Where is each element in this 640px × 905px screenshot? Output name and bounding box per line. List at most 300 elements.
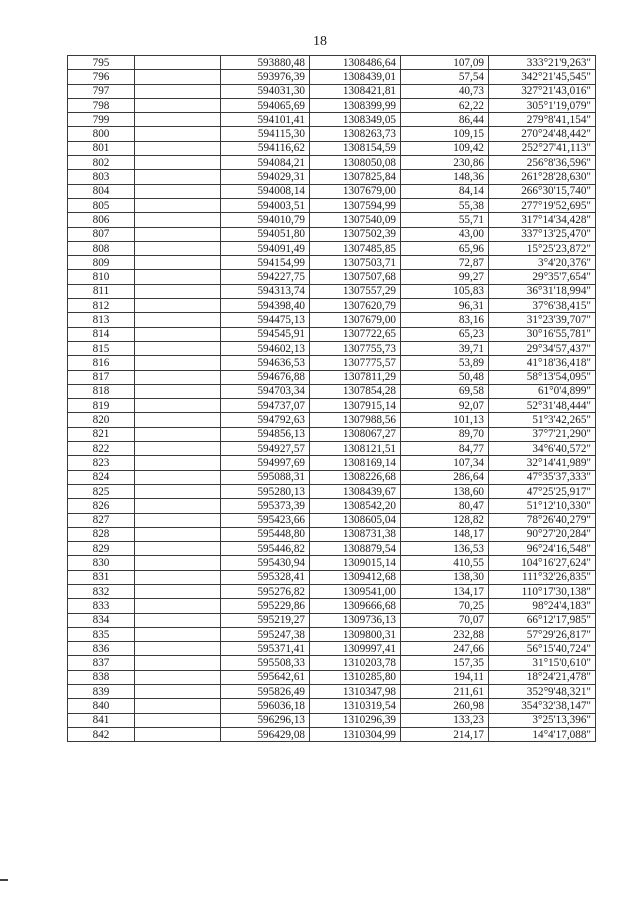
direction-angle-cell: 31°23'39,707" [489,313,596,327]
distance-cell: 260,98 [401,699,489,713]
y-coordinate-cell: 1307854,28 [310,384,401,398]
direction-angle-cell: 29°34'57,437" [489,341,596,355]
empty-cell [135,127,221,141]
empty-cell [135,556,221,570]
direction-angle-cell: 14°4'17,088" [489,727,596,741]
y-coordinate-cell: 1307507,68 [310,270,401,284]
point-number-cell: 811 [68,284,135,298]
point-number-cell: 800 [68,127,135,141]
point-number-cell: 808 [68,241,135,255]
empty-cell [135,442,221,456]
distance-cell: 55,71 [401,213,489,227]
point-number-cell: 836 [68,642,135,656]
distance-cell: 134,17 [401,584,489,598]
x-coordinate-cell: 594154,99 [221,256,310,270]
y-coordinate-cell: 1308121,51 [310,442,401,456]
table-row [68,299,596,313]
direction-angle-cell: 31°15'0,610" [489,656,596,670]
point-number-cell: 831 [68,570,135,584]
x-coordinate-cell: 595088,31 [221,470,310,484]
y-coordinate-cell: 1310285,80 [310,670,401,684]
table-row [68,170,596,184]
y-coordinate-cell: 1307594,99 [310,198,401,212]
y-coordinate-cell: 1307557,29 [310,284,401,298]
point-number-cell: 795 [68,56,135,70]
direction-angle-cell: 261°28'28,630" [489,170,596,184]
direction-angle-cell: 352°9'48,321" [489,685,596,699]
direction-angle-cell: 29°35'7,654" [489,270,596,284]
y-coordinate-cell: 1308439,01 [310,70,401,84]
direction-angle-cell: 270°24'48,442" [489,127,596,141]
y-coordinate-cell: 1307915,14 [310,399,401,413]
x-coordinate-cell: 595276,82 [221,584,310,598]
y-coordinate-cell: 1308067,27 [310,427,401,441]
point-number-cell: 817 [68,370,135,384]
point-number-cell: 819 [68,399,135,413]
table-row [68,184,596,198]
distance-cell: 148,17 [401,527,489,541]
y-coordinate-cell: 1308050,08 [310,156,401,170]
y-coordinate-cell: 1307679,00 [310,184,401,198]
direction-angle-cell: 15°25'23,872" [489,241,596,255]
table-row [68,241,596,255]
y-coordinate-cell: 1308349,05 [310,113,401,127]
x-coordinate-cell: 594029,31 [221,170,310,184]
direction-angle-cell: 342°21'45,545" [489,70,596,84]
empty-cell [135,141,221,155]
table-row [68,313,596,327]
direction-angle-cell: 47°35'37,333" [489,470,596,484]
direction-angle-cell: 279°8'41,154" [489,113,596,127]
point-number-cell: 824 [68,470,135,484]
x-coordinate-cell: 595448,80 [221,527,310,541]
point-number-cell: 832 [68,584,135,598]
table-row [68,427,596,441]
x-coordinate-cell: 594636,53 [221,356,310,370]
x-coordinate-cell: 595826,49 [221,685,310,699]
table-row [68,527,596,541]
y-coordinate-cell: 1308226,68 [310,470,401,484]
distance-cell: 84,77 [401,442,489,456]
empty-cell [135,456,221,470]
y-coordinate-cell: 1309800,31 [310,627,401,641]
direction-angle-cell: 30°16'55,781" [489,327,596,341]
direction-angle-cell: 317°14'34,428" [489,213,596,227]
direction-angle-cell: 96°24'16,548" [489,542,596,556]
distance-cell: 107,34 [401,456,489,470]
distance-cell: 96,31 [401,299,489,313]
y-coordinate-cell: 1308154,59 [310,141,401,155]
point-number-cell: 842 [68,727,135,741]
y-coordinate-cell: 1309541,00 [310,584,401,598]
empty-cell [135,499,221,513]
table-row [68,341,596,355]
x-coordinate-cell: 594116,62 [221,141,310,155]
y-coordinate-cell: 1309666,68 [310,599,401,613]
table-row [68,584,596,598]
distance-cell: 69,58 [401,384,489,398]
direction-angle-cell: 354°32'38,147" [489,699,596,713]
x-coordinate-cell: 595371,41 [221,642,310,656]
x-coordinate-cell: 594856,13 [221,427,310,441]
x-coordinate-cell: 596429,08 [221,727,310,741]
empty-cell [135,356,221,370]
table-row [68,727,596,741]
point-number-cell: 816 [68,356,135,370]
table-row [68,642,596,656]
empty-cell [135,256,221,270]
y-coordinate-cell: 1309412,68 [310,570,401,584]
distance-cell: 194,11 [401,670,489,684]
y-coordinate-cell: 1307485,85 [310,241,401,255]
x-coordinate-cell: 594065,69 [221,98,310,112]
empty-cell [135,570,221,584]
y-coordinate-cell: 1307502,39 [310,227,401,241]
distance-cell: 107,09 [401,56,489,70]
empty-cell [135,599,221,613]
distance-cell: 286,64 [401,470,489,484]
direction-angle-cell: 66°12'17,985" [489,613,596,627]
distance-cell: 230,86 [401,156,489,170]
x-coordinate-cell: 595229,86 [221,599,310,613]
direction-angle-cell: 36°31'18,994" [489,284,596,298]
empty-cell [135,184,221,198]
direction-angle-cell: 3°4'20,376" [489,256,596,270]
y-coordinate-cell: 1308731,38 [310,527,401,541]
direction-angle-cell: 51°12'10,330" [489,499,596,513]
distance-cell: 70,25 [401,599,489,613]
point-number-cell: 827 [68,513,135,527]
y-coordinate-cell: 1307811,29 [310,370,401,384]
distance-cell: 99,27 [401,270,489,284]
direction-angle-cell: 78°26'40,279" [489,513,596,527]
empty-cell [135,341,221,355]
direction-angle-cell: 47°25'25,917" [489,484,596,498]
y-coordinate-cell: 1307722,65 [310,327,401,341]
y-coordinate-cell: 1309015,14 [310,556,401,570]
direction-angle-cell: 252°27'41,113" [489,141,596,155]
table-row [68,370,596,384]
empty-cell [135,413,221,427]
direction-angle-cell: 57°29'26,817" [489,627,596,641]
page-number: 18 [313,34,327,49]
distance-cell: 109,15 [401,127,489,141]
x-coordinate-cell: 594398,40 [221,299,310,313]
empty-cell [135,513,221,527]
y-coordinate-cell: 1307775,57 [310,356,401,370]
direction-angle-cell: 110°17'30,138" [489,584,596,598]
point-number-cell: 820 [68,413,135,427]
x-coordinate-cell: 595328,41 [221,570,310,584]
table-row [68,98,596,112]
table-row [68,384,596,398]
empty-cell [135,284,221,298]
x-coordinate-cell: 594003,51 [221,198,310,212]
x-coordinate-cell: 594010,79 [221,213,310,227]
table-row [68,256,596,270]
x-coordinate-cell: 595423,66 [221,513,310,527]
empty-cell [135,656,221,670]
x-coordinate-cell: 595280,13 [221,484,310,498]
direction-angle-cell: 305°1'19,079" [489,98,596,112]
table-row [68,613,596,627]
x-coordinate-cell: 595508,33 [221,656,310,670]
empty-cell [135,727,221,741]
direction-angle-cell: 37°6'38,415" [489,299,596,313]
distance-cell: 53,89 [401,356,489,370]
x-coordinate-cell: 595219,27 [221,613,310,627]
table-row [68,656,596,670]
point-number-cell: 799 [68,113,135,127]
point-number-cell: 818 [68,384,135,398]
distance-cell: 83,16 [401,313,489,327]
point-number-cell: 796 [68,70,135,84]
point-number-cell: 823 [68,456,135,470]
empty-cell [135,642,221,656]
direction-angle-cell: 18°24'21,478" [489,670,596,684]
x-coordinate-cell: 594084,21 [221,156,310,170]
y-coordinate-cell: 1308542,20 [310,499,401,513]
empty-cell [135,542,221,556]
y-coordinate-cell: 1310347,98 [310,685,401,699]
point-number-cell: 835 [68,627,135,641]
y-coordinate-cell: 1307755,73 [310,341,401,355]
empty-cell [135,170,221,184]
distance-cell: 138,60 [401,484,489,498]
x-coordinate-cell: 594008,14 [221,184,310,198]
table-row [68,685,596,699]
distance-cell: 247,66 [401,642,489,656]
empty-cell [135,70,221,84]
empty-cell [135,270,221,284]
y-coordinate-cell: 1308169,14 [310,456,401,470]
distance-cell: 86,44 [401,113,489,127]
empty-cell [135,427,221,441]
table-row [68,399,596,413]
empty-cell [135,198,221,212]
table-row [68,499,596,513]
x-coordinate-cell: 594227,75 [221,270,310,284]
empty-cell [135,84,221,98]
direction-angle-cell: 98°24'4,183" [489,599,596,613]
x-coordinate-cell: 594475,13 [221,313,310,327]
distance-cell: 62,22 [401,98,489,112]
point-number-cell: 821 [68,427,135,441]
point-number-cell: 797 [68,84,135,98]
point-number-cell: 833 [68,599,135,613]
distance-cell: 109,42 [401,141,489,155]
distance-cell: 84,14 [401,184,489,198]
x-coordinate-cell: 594101,41 [221,113,310,127]
empty-cell [135,399,221,413]
table-row [68,699,596,713]
table-row [68,513,596,527]
y-coordinate-cell: 1310203,78 [310,656,401,670]
point-number-cell: 807 [68,227,135,241]
direction-angle-cell: 277°19'52,695" [489,198,596,212]
x-coordinate-cell: 594703,34 [221,384,310,398]
distance-cell: 105,83 [401,284,489,298]
x-coordinate-cell: 594545,91 [221,327,310,341]
x-coordinate-cell: 595430,94 [221,556,310,570]
x-coordinate-cell: 594792,63 [221,413,310,427]
table-row [68,713,596,727]
table-row [68,70,596,84]
table-row [68,556,596,570]
y-coordinate-cell: 1308421,81 [310,84,401,98]
table-row [68,627,596,641]
point-number-cell: 838 [68,670,135,684]
table-row [68,270,596,284]
y-coordinate-cell: 1308263,73 [310,127,401,141]
direction-angle-cell: 41°18'36,418" [489,356,596,370]
empty-cell [135,213,221,227]
distance-cell: 128,82 [401,513,489,527]
empty-cell [135,113,221,127]
x-coordinate-cell: 593976,39 [221,70,310,84]
table-row [68,213,596,227]
x-coordinate-cell: 594115,30 [221,127,310,141]
point-number-cell: 826 [68,499,135,513]
table-row [68,227,596,241]
direction-angle-cell: 34°6'40,572" [489,442,596,456]
distance-cell: 410,55 [401,556,489,570]
direction-angle-cell: 337°13'25,470" [489,227,596,241]
direction-angle-cell: 333°21'9,263" [489,56,596,70]
table-row [68,542,596,556]
table-row [68,356,596,370]
x-coordinate-cell: 594997,69 [221,456,310,470]
distance-cell: 72,87 [401,256,489,270]
y-coordinate-cell: 1309997,41 [310,642,401,656]
distance-cell: 55,38 [401,198,489,212]
direction-angle-cell: 51°3'42,265" [489,413,596,427]
empty-cell [135,56,221,70]
distance-cell: 40,73 [401,84,489,98]
y-coordinate-cell: 1307540,09 [310,213,401,227]
coordinates-table [67,55,596,742]
x-coordinate-cell: 594313,74 [221,284,310,298]
y-coordinate-cell: 1308486,64 [310,56,401,70]
distance-cell: 101,13 [401,413,489,427]
direction-angle-cell: 3°25'13,396" [489,713,596,727]
distance-cell: 136,53 [401,542,489,556]
x-coordinate-cell: 596296,13 [221,713,310,727]
point-number-cell: 810 [68,270,135,284]
distance-cell: 232,88 [401,627,489,641]
direction-angle-cell: 58°13'54,095" [489,370,596,384]
distance-cell: 157,35 [401,656,489,670]
empty-cell [135,484,221,498]
empty-cell [135,156,221,170]
distance-cell: 148,36 [401,170,489,184]
table-row [68,198,596,212]
direction-angle-cell: 37°7'21,290" [489,427,596,441]
table-row [68,56,596,70]
point-number-cell: 812 [68,299,135,313]
point-number-cell: 839 [68,685,135,699]
point-number-cell: 828 [68,527,135,541]
table-row [68,599,596,613]
x-coordinate-cell: 594602,13 [221,341,310,355]
empty-cell [135,299,221,313]
y-coordinate-cell: 1307988,56 [310,413,401,427]
y-coordinate-cell: 1307825,84 [310,170,401,184]
x-coordinate-cell: 594737,07 [221,399,310,413]
table-row [68,327,596,341]
empty-cell [135,327,221,341]
distance-cell: 89,70 [401,427,489,441]
table-row [68,113,596,127]
empty-cell [135,613,221,627]
y-coordinate-cell: 1308439,67 [310,484,401,498]
distance-cell: 80,47 [401,499,489,513]
empty-cell [135,627,221,641]
y-coordinate-cell: 1307620,79 [310,299,401,313]
point-number-cell: 809 [68,256,135,270]
table-row [68,470,596,484]
empty-cell [135,527,221,541]
y-coordinate-cell: 1307503,71 [310,256,401,270]
distance-cell: 92,07 [401,399,489,413]
y-coordinate-cell: 1308399,99 [310,98,401,112]
empty-cell [135,713,221,727]
point-number-cell: 830 [68,556,135,570]
point-number-cell: 803 [68,170,135,184]
table-row [68,156,596,170]
table-row [68,570,596,584]
empty-cell [135,313,221,327]
point-number-cell: 841 [68,713,135,727]
point-number-cell: 822 [68,442,135,456]
direction-angle-cell: 56°15'40,724" [489,642,596,656]
distance-cell: 214,17 [401,727,489,741]
x-coordinate-cell: 594927,57 [221,442,310,456]
point-number-cell: 802 [68,156,135,170]
point-number-cell: 805 [68,198,135,212]
distance-cell: 70,07 [401,613,489,627]
direction-angle-cell: 90°27'20,284" [489,527,596,541]
table-row [68,413,596,427]
x-coordinate-cell: 595373,39 [221,499,310,513]
empty-cell [135,685,221,699]
direction-angle-cell: 327°21'43,016" [489,84,596,98]
direction-angle-cell: 52°31'48,444" [489,399,596,413]
scan-edge-mark [0,879,8,881]
x-coordinate-cell: 594031,30 [221,84,310,98]
y-coordinate-cell: 1308879,54 [310,542,401,556]
table-row [68,442,596,456]
x-coordinate-cell: 594051,80 [221,227,310,241]
empty-cell [135,470,221,484]
distance-cell: 57,54 [401,70,489,84]
point-number-cell: 804 [68,184,135,198]
empty-cell [135,370,221,384]
direction-angle-cell: 104°16'27,624" [489,556,596,570]
direction-angle-cell: 256°8'36,596" [489,156,596,170]
table-row [68,284,596,298]
distance-cell: 65,96 [401,241,489,255]
empty-cell [135,98,221,112]
table-row [68,456,596,470]
distance-cell: 39,71 [401,341,489,355]
distance-cell: 211,61 [401,685,489,699]
direction-angle-cell: 61°0'4,899" [489,384,596,398]
direction-angle-cell: 32°14'41,989" [489,456,596,470]
x-coordinate-cell: 594091,49 [221,241,310,255]
empty-cell [135,699,221,713]
distance-cell: 50,48 [401,370,489,384]
